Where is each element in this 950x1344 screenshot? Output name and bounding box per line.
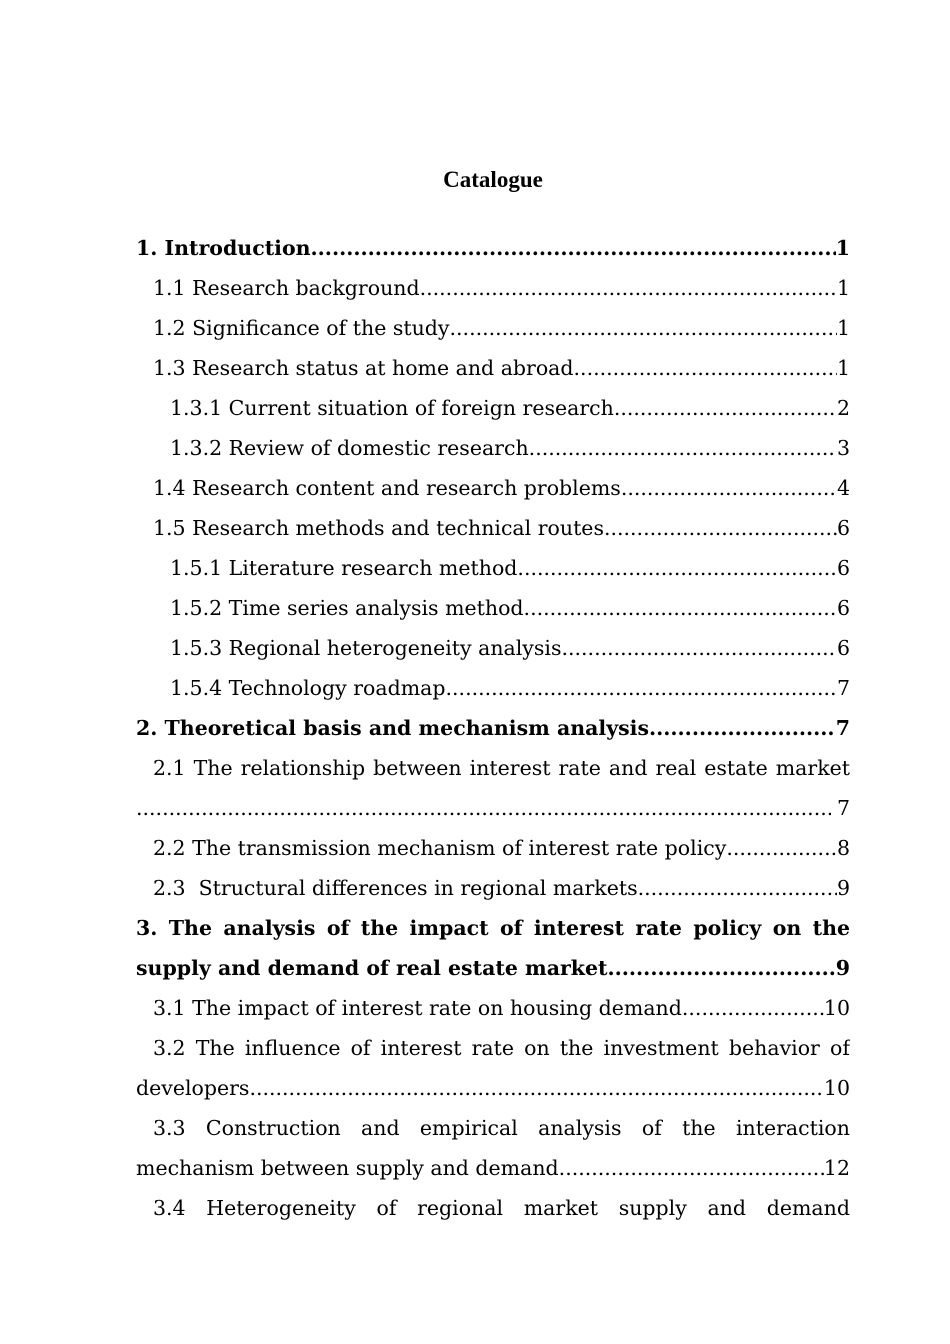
toc-entry-line [136, 948, 850, 988]
word: of [829, 1036, 850, 1060]
toc-entry-3[interactable] [136, 908, 850, 988]
dot-leader [574, 348, 837, 388]
toc-entry-label: 1.4 Research content and research problems [153, 476, 621, 500]
toc-page-number: 6 [836, 516, 850, 540]
word: market [775, 756, 850, 780]
word: behavior [728, 1036, 820, 1060]
word: and [361, 1116, 400, 1140]
toc-page-number: 6 [836, 636, 850, 660]
word: on [524, 1036, 550, 1060]
toc-page-number: 1 [836, 356, 850, 380]
toc-entry-label: 1.5.1 Literature research method [170, 556, 518, 580]
word: real [655, 756, 697, 780]
toc-page-number: 4 [836, 476, 850, 500]
word: on [772, 916, 802, 940]
word: rate [558, 756, 601, 780]
toc-page-number: 1 [836, 276, 850, 300]
dot-leader [311, 228, 836, 268]
toc-entry-1-4[interactable] [136, 468, 850, 508]
dot-leader [614, 388, 837, 428]
dot-leader [604, 508, 837, 548]
word: Construction [205, 1116, 341, 1140]
word: demand [766, 1196, 850, 1220]
toc-page-number: 7 [836, 796, 850, 820]
toc-page-number: 10 [823, 1076, 850, 1100]
dot-leader [649, 708, 836, 748]
toc-entry-label: 1.3.1 Current situation of foreign research [170, 396, 614, 420]
toc-entry-line [136, 748, 850, 788]
word: policy [693, 916, 762, 940]
table-of-contents [136, 228, 850, 1228]
toc-entry-1-2[interactable] [136, 308, 850, 348]
dot-leader [450, 308, 837, 348]
word: interest [469, 756, 551, 780]
toc-page-number: 10 [823, 996, 850, 1020]
toc-entry-label: developers [136, 1076, 250, 1100]
word: The [195, 1036, 235, 1060]
toc-entry-1-3-1[interactable] [136, 388, 850, 428]
toc-page-number: 6 [836, 596, 850, 620]
word: analysis [538, 1116, 622, 1140]
toc-entry-1-5-1[interactable] [136, 548, 850, 588]
toc-entry-1-5[interactable] [136, 508, 850, 548]
toc-entry-line [136, 1108, 850, 1148]
word: 2.1 [153, 756, 186, 780]
word: the [682, 1116, 716, 1140]
toc-page-number: 1 [835, 236, 850, 260]
word: and [707, 1196, 747, 1220]
toc-entry-label: 1.5.2 Time series analysis method [170, 596, 524, 620]
toc-entry-2-3[interactable] [136, 868, 850, 908]
word: regional [417, 1196, 504, 1220]
toc-page-number: 7 [835, 716, 850, 740]
toc-entry-line [136, 1028, 850, 1068]
word: interest [380, 1036, 462, 1060]
toc-entry-label: 1.1 Research background [153, 276, 420, 300]
toc-page-number: 9 [835, 956, 850, 980]
toc-page-number: 6 [836, 556, 850, 580]
toc-entry-1-5-2[interactable] [136, 588, 850, 628]
word: estate [704, 756, 768, 780]
toc-entry-label: 1.5 Research methods and technical routes [153, 516, 604, 540]
toc-page-number: 1 [836, 316, 850, 340]
dot-leader [621, 468, 837, 508]
toc-page-number: 2 [836, 396, 850, 420]
word: 3.3 [153, 1116, 186, 1140]
dot-leader [638, 868, 837, 908]
word: of [376, 1196, 397, 1220]
toc-entry-3-3[interactable] [136, 1108, 850, 1188]
toc-entry-1-3[interactable] [136, 348, 850, 388]
word: investment [603, 1036, 719, 1060]
dot-leader [420, 268, 837, 308]
toc-entry-label: 1. Introduction [136, 236, 311, 260]
toc-entry-1-3-2[interactable] [136, 428, 850, 468]
word: of [499, 916, 523, 940]
toc-entry-1[interactable] [136, 228, 850, 268]
dot-leader [249, 1068, 823, 1108]
word: interaction [735, 1116, 850, 1140]
toc-entry-line [136, 1188, 850, 1228]
word: of [350, 1036, 371, 1060]
word: rate [635, 916, 682, 940]
word: the [360, 916, 399, 940]
toc-entry-label: 2.3 Structural differences in regional markets [153, 876, 638, 900]
toc-entry-1-1[interactable] [136, 268, 850, 308]
dot-leader [561, 628, 836, 668]
toc-entry-label: supply and demand of real estate market [136, 956, 608, 980]
dot-leader [559, 1148, 824, 1188]
word: empirical [419, 1116, 518, 1140]
toc-entry-label: 1.3 Research status at home and abroad [153, 356, 574, 380]
word: of [641, 1116, 662, 1140]
toc-entry-2[interactable] [136, 708, 850, 748]
toc-entry-3-2[interactable] [136, 1028, 850, 1108]
toc-entry-3-4[interactable] [136, 1188, 850, 1228]
toc-entry-label: 3.1 The impact of interest rate on housing demand [153, 996, 682, 1020]
word: relationship [240, 756, 366, 780]
dot-leader [517, 548, 837, 588]
toc-page-number: 7 [836, 676, 850, 700]
word: Heterogeneity [206, 1196, 356, 1220]
toc-page-number: 8 [836, 836, 850, 860]
toc-entry-label: 2.2 The transmission mechanism of interest rate policy [153, 836, 727, 860]
dot-leader [529, 428, 837, 468]
word: the [559, 1036, 594, 1060]
word: of [326, 916, 350, 940]
toc-entry-label: 1.5.4 Technology roadmap [170, 676, 446, 700]
toc-page-number: 3 [836, 436, 850, 460]
dot-leader [682, 988, 824, 1028]
toc-entry-3-1[interactable] [136, 988, 850, 1028]
word: 3. [136, 916, 158, 940]
toc-entry-2-2[interactable] [136, 828, 850, 868]
dot-leader [524, 588, 837, 628]
word: between [373, 756, 462, 780]
page-title: Catalogue [443, 167, 543, 192]
word: and [608, 756, 648, 780]
toc-entry-2-1[interactable] [136, 748, 850, 828]
word: 3.4 [153, 1196, 186, 1220]
toc-entry-label: 1.2 Significance of the study [153, 316, 450, 340]
word: market [523, 1196, 598, 1220]
dot-leader [446, 668, 837, 708]
word: rate [471, 1036, 515, 1060]
word: influence [244, 1036, 341, 1060]
word: 3.2 [153, 1036, 186, 1060]
word: The [168, 916, 212, 940]
dot-leader [136, 788, 831, 828]
toc-page-number: 12 [823, 1156, 850, 1180]
dot-leader [608, 948, 836, 988]
toc-entry-label: 2. Theoretical basis and mechanism analysis [136, 716, 649, 740]
toc-entry-label: 1.3.2 Review of domestic research [170, 436, 529, 460]
word: The [193, 756, 233, 780]
toc-entry-line [136, 788, 850, 828]
word: the [812, 916, 850, 940]
toc-entry-line [136, 1148, 850, 1188]
toc-entry-1-5-3[interactable] [136, 628, 850, 668]
toc-entry-line [136, 908, 850, 948]
toc-entry-1-5-4[interactable] [136, 668, 850, 708]
toc-entry-line [136, 1068, 850, 1108]
dot-leader [726, 828, 837, 868]
toc-entry-label: 1.5.3 Regional heterogeneity analysis [170, 636, 562, 660]
toc-entry-label: mechanism between supply and demand [136, 1156, 559, 1180]
word: analysis [223, 916, 316, 940]
word: supply [618, 1196, 687, 1220]
word: impact [409, 916, 489, 940]
toc-page-number: 9 [836, 876, 850, 900]
word: interest [533, 916, 624, 940]
